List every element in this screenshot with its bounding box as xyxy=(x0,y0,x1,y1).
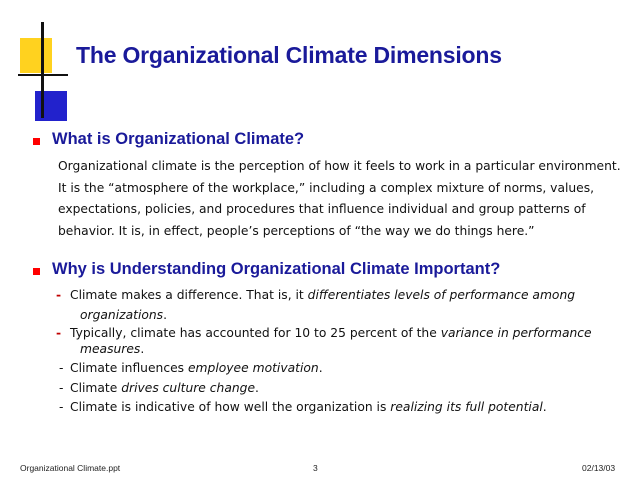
list-item: Climate drives culture change. xyxy=(70,381,259,395)
slide-title: The Organizational Climate Dimensions xyxy=(76,42,502,68)
decor-blue-square xyxy=(35,91,67,121)
paragraph-line: It is the “atmosphere of the workplace,” including a complex mixture of norms, values, xyxy=(58,180,595,195)
list-item: Climate influences employee motivation. xyxy=(70,361,323,375)
footer-page-number: 3 xyxy=(313,463,318,473)
list-item: Typically, climate has accounted for 10 to 25 percent of the variance in performance xyxy=(70,326,592,340)
definition-paragraph xyxy=(58,156,628,242)
section-heading-why: Why is Understanding Organizational Climate Important? xyxy=(52,260,501,278)
list-item-continuation: measures. xyxy=(80,342,145,356)
section-heading-what: What is Organizational Climate? xyxy=(52,130,305,148)
footer-filename: Organizational Climate.ppt xyxy=(20,463,121,473)
footer-date: 02/13/03 xyxy=(582,463,616,473)
list-item: Climate makes a difference. That is, it differentiates levels of performance among xyxy=(70,288,576,302)
decor-horizontal-line xyxy=(18,74,68,76)
dash-bullet-icon: - xyxy=(56,288,62,302)
decor-vertical-line xyxy=(41,22,44,118)
paragraph-line: expectations, policies, and procedures that influence individual and group patterns of xyxy=(58,202,586,216)
bullet-square-icon xyxy=(33,138,40,145)
list-item-continuation: organizations. xyxy=(80,308,168,322)
dash-bullet-icon: - xyxy=(59,361,64,375)
paragraph-line: behavior. It is, in effect, people’s perceptions of “the way we do things here.” xyxy=(58,223,535,238)
dash-bullet-icon: - xyxy=(56,326,62,340)
bullet-square-icon xyxy=(33,268,40,275)
list-item: Climate is indicative of how well the organization is realizing its full potential. xyxy=(70,400,547,414)
paragraph-line: Organizational climate is the perception of how it feels to work in a particular environment. xyxy=(58,159,621,173)
dash-bullet-icon: - xyxy=(59,381,64,395)
dash-bullet-icon: - xyxy=(59,400,64,414)
decor-yellow-square xyxy=(20,38,52,73)
